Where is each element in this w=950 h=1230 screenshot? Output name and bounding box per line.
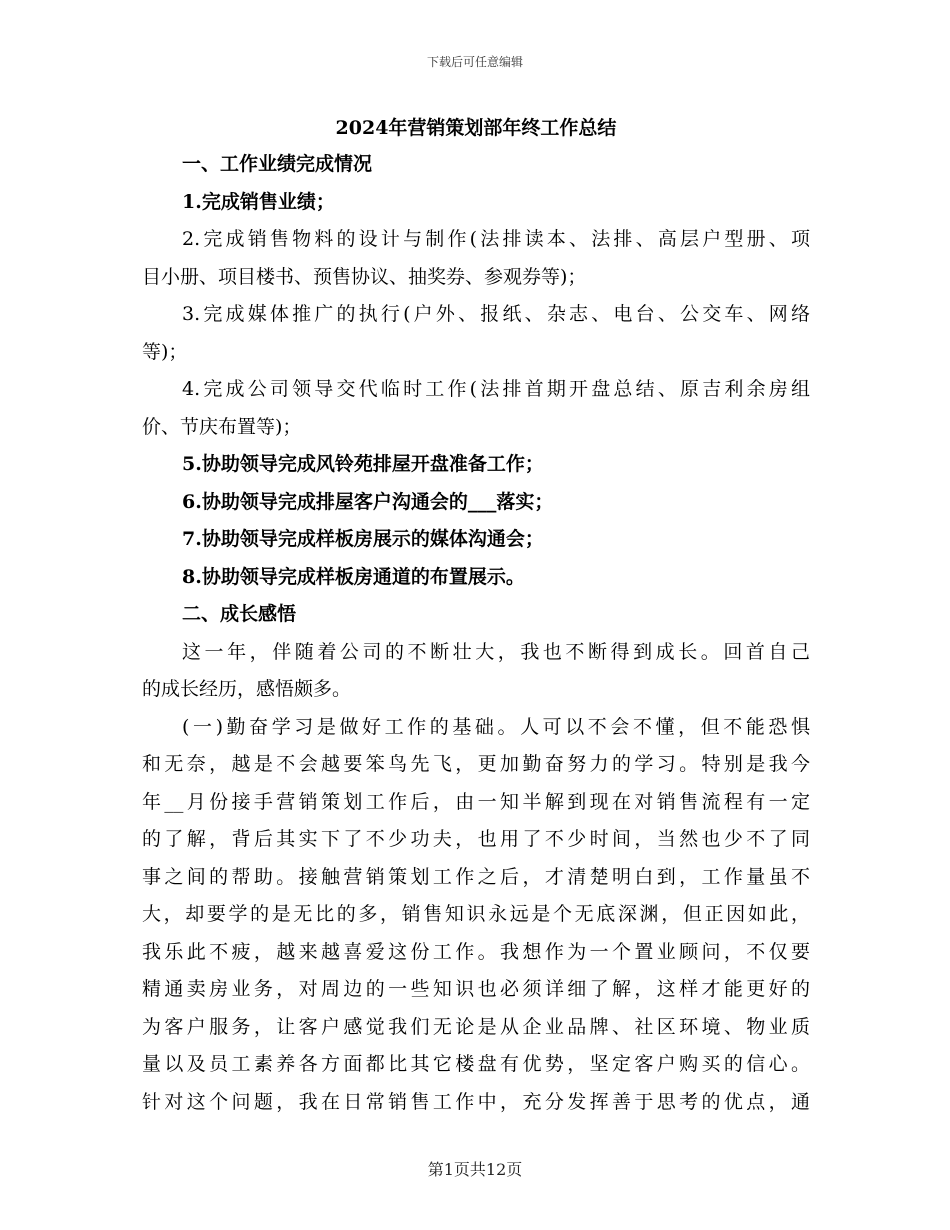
section2-heading: 二、成长感悟 [182,603,297,625]
para-2-line-6: 大，却要学的是无比的多，销售知识永远是个无底深渊，但正因如此， [142,903,810,925]
para-2-line-8: 精通卖房业务，对周边的一些知识也必须详细了解，这样才能更好的 [142,978,810,1000]
para-2-line-1: (一)勤奋学习是做好工作的基础。人可以不会不懂，但不能恐惧 [182,715,810,738]
item-8: 8.协助领导完成样板房通道的布置展示。 [182,565,525,588]
para-1-line-2: 的成长经历，感悟颇多。 [142,678,352,700]
item-5: 5.协助领导完成风铃苑排屋开盘准备工作； [182,453,544,475]
para-2-line-2: 和无奈，越是不会越要笨鸟先飞，更加勤奋努力的学习。特别是我今 [142,753,810,775]
para-2-line-11: 针对这个问题，我在日常销售工作中，充分发挥善于思考的优点，通 [142,1090,810,1113]
item-4-line-1: 4.完成公司领导交代临时工作(法排首期开盘总结、原吉利余房组 [182,378,810,400]
header-note: 下载后可任意编辑 [426,55,523,69]
para-2-line-3: 年__月份接手营销策划工作后，由一知半解到现在对销售流程有一定 [142,790,810,813]
para-1-line-1: 这一年，伴随着公司的不断壮大，我也不断得到成长。回首自己 [182,640,810,663]
item-1: 1.完成销售业绩； [182,190,335,213]
item-3-line-1: 3.完成媒体推广的执行(户外、报纸、杂志、电台、公交车、网络 [182,303,810,325]
item-2-line-2: 目小册、项目楼书、预售协议、抽奖券、参观券等)； [142,265,587,288]
para-2-line-9: 为客户服务，让客户感觉我们无论是从企业品牌、社区环境、物业质 [142,1015,810,1038]
para-2-line-4: 的了解，背后其实下了不少功夫，也用了不少时间，当然也少不了同 [142,828,810,850]
para-2-line-7: 我乐此不疲，越来越喜爱这份工作。我想作为一个置业顾问，不仅要 [142,940,810,963]
item-6: 6.协助领导完成排屋客户沟通会的___落实； [182,490,554,513]
para-2-line-5: 事之间的帮助。接触营销策划工作之后，才清楚明白到，工作量虽不 [142,865,810,888]
page-footer: 第1页共12页 [427,1160,523,1179]
para-2-line-10: 量以及员工素养各方面都比其它楼盘有优势，坚定客户购买的信心。 [142,1053,810,1075]
document-body [142,114,810,1121]
document-title: 2024年营销策划部年终工作总结 [335,117,617,139]
item-3-line-2: 等)； [142,340,188,363]
section1-heading: 一、工作业绩完成情况 [182,153,373,175]
item-7: 7.协助领导完成样板房展示的媒体沟通会； [182,528,544,550]
item-2-line-1: 2.完成销售物料的设计与制作(法排读本、法排、高层户型册、项 [182,228,810,250]
item-4-line-2: 价、节庆布置等)； [142,415,302,438]
